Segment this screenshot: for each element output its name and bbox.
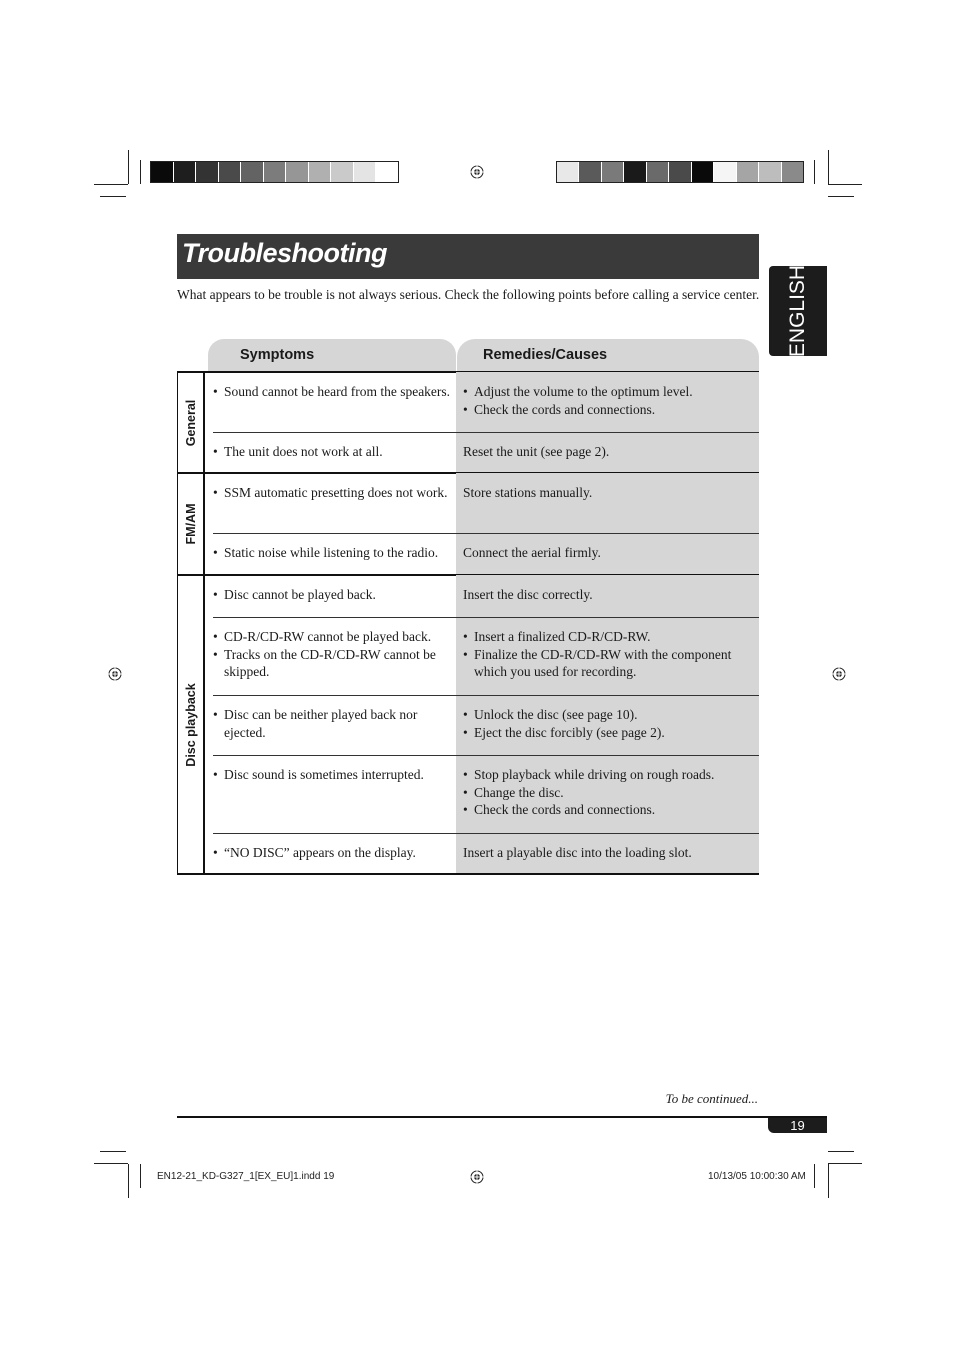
symptom-cell [213,586,456,604]
symptom-list [213,628,456,681]
row-divider [213,533,759,534]
symptom-item: • CD-R/CD-RW cannot be played back. [213,628,456,646]
language-tab-label: ENGLISH [786,264,809,358]
symptom-cell [213,544,456,562]
color-swatch [354,162,377,182]
color-swatch [151,162,174,182]
section-label: FM/AM [183,503,198,545]
color-swatch [309,162,332,182]
symptom-list [213,706,456,741]
registration-mark-icon [470,1170,484,1184]
symptoms-header: Symptoms [208,339,456,371]
row-divider [213,695,759,696]
symptom-item: • Sound cannot be heard from the speakers. [213,383,456,401]
page-title: Troubleshooting [182,238,387,268]
slug-timestamp: 10/13/05 10:00:30 AM [708,1171,806,1182]
symptom-list [213,484,456,502]
color-bar-left [150,161,399,183]
symptom-list [213,844,456,862]
symptom-item: • “NO DISC” appears on the display. [213,844,456,862]
remedies-header: Remedies/Causes [457,339,759,371]
remedy-item: • Eject the disc forcibly (see page 2). [463,724,755,742]
symptom-list [213,586,456,604]
symptom-item: • The unit does not work at all. [213,443,456,461]
row-divider [213,833,759,834]
remedy-item: • Change the disc. [463,784,755,802]
symptom-item: • SSM automatic presetting does not work. [213,484,456,502]
section-label: General [183,399,198,446]
color-swatch [196,162,219,182]
symptom-cell [213,766,456,784]
color-swatch [557,162,579,182]
page-number: 19 [768,1118,827,1133]
remedy-item: • Insert a finalized CD-R/CD-RW. [463,628,755,646]
color-swatch [331,162,354,182]
symptom-item: • Disc can be neither played back nor ejected. [213,706,456,741]
remedy-item: • Stop playback while driving on rough roads. [463,766,755,784]
intro-text: What appears to be trouble is not always serious. Check the following points before calling a service center. [177,287,760,302]
remedy-cell [463,766,755,819]
symptom-cell [213,383,456,401]
color-swatch [264,162,287,182]
row-divider [213,755,759,756]
color-swatch [602,162,624,182]
symptom-item: • Disc cannot be played back. [213,586,456,604]
color-swatch [579,162,601,182]
symptom-item: • Static noise while listening to the radio. [213,544,456,562]
remedy-cell [463,586,755,604]
symptom-list [213,766,456,784]
remedy-cell [463,706,755,741]
remedy-cell [463,628,755,681]
title-bar [177,234,759,279]
remedy-item: • Unlock the disc (see page 10). [463,706,755,724]
registration-mark-icon [832,667,846,681]
color-swatch [737,162,759,182]
remedy-list [463,706,755,741]
registration-mark-icon [108,667,122,681]
language-tab [769,266,827,356]
remedy-cell [463,443,755,461]
symptom-cell [213,484,456,502]
row-divider [213,617,759,618]
color-swatch [219,162,242,182]
symptom-list [213,443,456,461]
row-divider [213,432,759,433]
symptom-cell [213,628,456,681]
color-swatch [286,162,309,182]
remedy-cell [463,383,755,418]
footer-rule [177,1116,827,1118]
remedy-text: Insert a playable disc into the loading slot. [463,845,692,860]
remedy-text: Connect the aerial firmly. [463,545,601,560]
symptom-cell [213,844,456,862]
color-bar-right [556,161,804,183]
remedy-item: • Check the cords and connections. [463,401,755,419]
registration-mark-icon [470,165,484,179]
color-swatch [376,162,398,182]
symptom-item: • Tracks on the CD-R/CD-RW cannot be skipped. [213,646,456,681]
remedy-list [463,383,755,418]
section-label-cell [177,473,205,575]
remedy-item: • Adjust the volume to the optimum level. [463,383,755,401]
symptom-list [213,383,456,401]
section-label-cell [177,575,205,874]
symptom-item: • Disc sound is sometimes interrupted. [213,766,456,784]
slug-filename: EN12-21_KD-G327_1[EX_EU]1.indd 19 [157,1171,335,1182]
section-label: Disc playback [183,682,198,767]
remedy-text: Insert the disc correctly. [463,587,593,602]
symptom-cell [213,443,456,461]
section-label-cell [177,372,205,473]
color-swatch [782,162,803,182]
remedy-item: • Check the cords and connections. [463,801,755,819]
to-be-continued: To be continued... [665,1091,758,1106]
color-swatch [759,162,781,182]
remedy-text: Store stations manually. [463,485,593,500]
color-swatch [647,162,669,182]
remedy-cell [463,544,755,562]
symptom-list [213,544,456,562]
color-swatch [624,162,646,182]
remedy-cell [463,484,755,502]
symptom-cell [213,706,456,741]
remedy-text: Reset the unit (see page 2). [463,444,610,459]
color-swatch [669,162,691,182]
color-swatch [174,162,197,182]
remedy-item: • Finalize the CD-R/CD-RW with the component which you used for recording. [463,646,755,681]
remedy-list [463,766,755,819]
remedy-cell [463,844,755,862]
color-swatch [714,162,736,182]
remedy-list [463,628,755,681]
color-swatch [692,162,714,182]
section-divider [177,873,759,875]
color-swatch [241,162,264,182]
